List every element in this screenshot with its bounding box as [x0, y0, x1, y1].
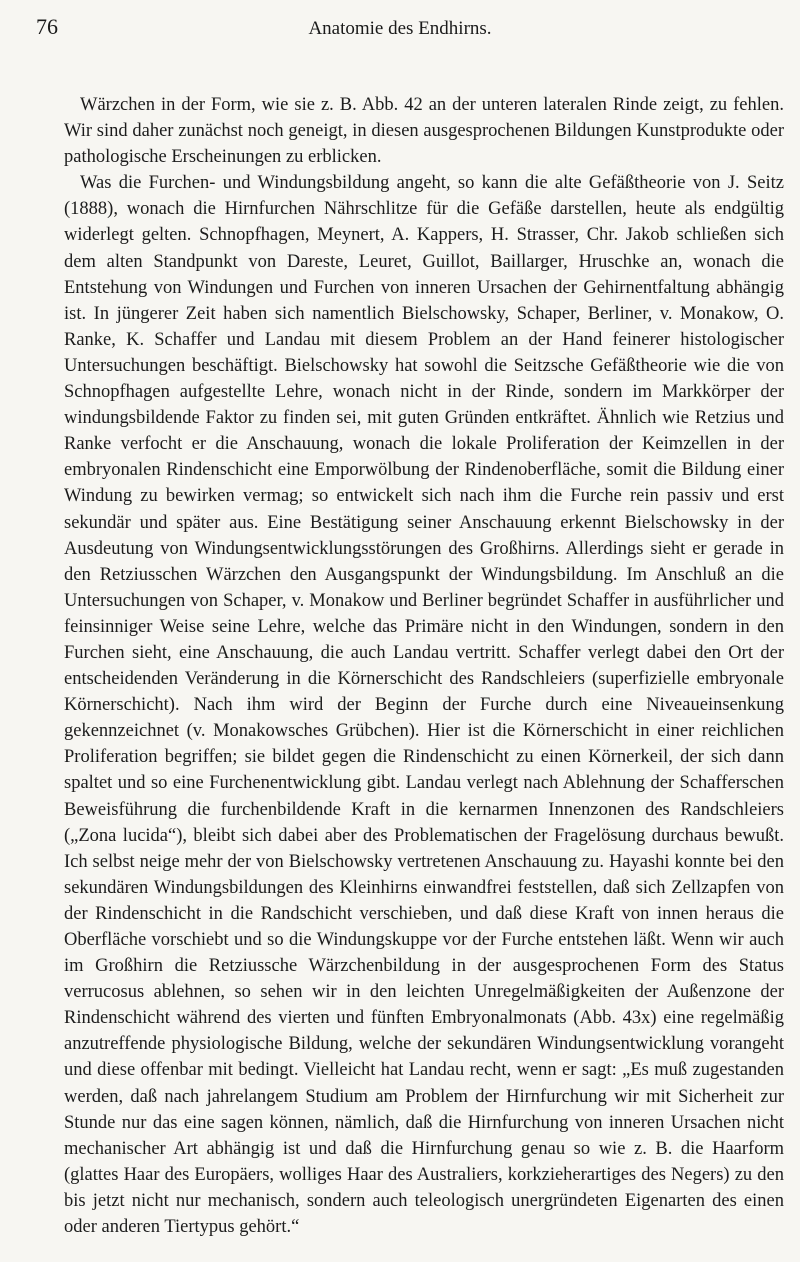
running-head: Anatomie des Endhirns. [308, 18, 492, 39]
body-text [64, 92, 784, 1240]
paragraph-2: Was die Furchen- und Windungsbildung angeht, so kann die alte Gefäßtheorie von J. Seitz (1888), wonach die Hirnfurchen Nährschlitze für die Gefäße darstellen, heute als endgültig widerlegt gelten. Schnopfhagen, Meynert, A. Kappers, H. Strasser, Chr. Jakob schließen sich dem alten Standpunkt von Dareste, Leuret, Guillot, Baillarger, Hruschke an, wonach die Entstehung von Windungen und Furchen von inneren Ursachen der Gehirnentfaltung abhängig ist. In jüngerer Zeit haben sich namentlich Bielschowsky, Schaper, Berliner, v. Monakow, O. Ranke, K. Schaffer und Landau mit diesem Problem an der Hand feinerer histologischer Untersuchungen beschäftigt. Bielschowsky hat sowohl die Seitzsche Gefäßtheorie wie die von Schnopfhagen aufgestellte Lehre, wonach nicht in der Rinde, sondern im Markkörper der windungsbildende Faktor zu finden sei, mit guten Gründen entkräftet. Ähnlich wie Retzius und Ranke verfocht er die Anschauung, wonach die lokale Proliferation der Keimzellen in der embryonalen Rindenschicht eine Emporwölbung der Rindenoberfläche, somit die Bildung einer Windung zu bewirken vermag; so entwickelt sich nach ihm die Furche rein passiv und erst sekundär und später aus. Eine Bestätigung seiner Anschauung erkennt Bielschowsky in der Ausdeutung von Windungsentwicklungsstörungen des Großhirns. Allerdings sieht er gerade in den Retziusschen Wärzchen den Ausgangspunkt der Windungsbildung. Im Anschluß an die Untersuchungen von Schaper, v. Monakow und Berliner begründet Schaffer in ausführlicher und feinsinniger Weise seine Lehre, welche das Primäre nicht in den Windungen, sondern in den Furchen sieht, eine Anschauung, die auch Landau vertritt. Schaffer verlegt dabei den Ort der entscheidenden Veränderung in die Körnerschicht des Randschleiers (superfizielle embryonale Körnerschicht). Nach ihm wird der Beginn der Furche durch eine Niveaueinsenkung gekennzeichnet (v. Monakowsches Grübchen). Hier ist die Körnerschicht in einer reichlichen Proliferation begriffen; sie bildet gegen die Rindenschicht zu einen Körnerkeil, der sich dann spaltet und so eine Furchenentwicklung gibt. Landau verlegt nach Ablehnung der Schafferschen Beweisführung die furchenbildende Kraft in die kernarmen Innenzonen des Randschleiers („Zona lucida“), bleibt sich dabei aber des Problematischen der Fragelösung durchaus bewußt. Ich selbst neige mehr der von Bielschowsky vertretenen Anschauung zu. Hayashi konnte bei den sekundären Windungsbildungen des Kleinhirns einwandfrei feststellen, daß sich Zellzapfen von der Rindenschicht in die Randschicht verschieben, und daß diese Kraft von innen heraus die Oberfläche vorschiebt und so die Windungskuppe vor der Furche entstehen läßt. Wenn wir auch im Großhirn die Retziussche Wärzchenbildung in der ausgesprochenen Form des Status verrucosus ablehnen, so sehen wir in den leichten Unregelmäßigkeiten der Außenzone der Rindenschicht während des vierten und fünften Embryonalmonats (Abb. 43x) eine regelmäßig anzutreffende physiologische Bildung, welche der sekundären Windungsentwicklung vorangeht und diese offenbar mit bedingt. Vielleicht hat Landau recht, wenn er sagt: „Es muß zugestanden werden, daß nach jahrelangem Studium am Problem der Hirnfurchung wir mit Sicherheit zur Stunde nur das eine sagen können, nämlich, daß die Hirnfurchung von inneren Ursachen nicht mechanischer Art abhängig ist und daß die Hirnfurchung genau so wie z. B. die Haarform (glattes Haar des Europäers, wolliges Haar des Australiers, korkzieherartiges des Negers) zu den bis jetzt nicht nur mechanisch, sondern auch teleologisch unergründeten Eigenarten des einen oder anderen Tiertypus gehört.“ [64, 173, 784, 1238]
page-number: 76 [36, 14, 58, 39]
paragraph-1: Wärzchen in der Form, wie sie z. B. Abb. 42 an der unteren lateralen Rinde zeigt, zu fehlen. Wir sind daher zunächst noch geneigt, in diesen ausgesprochenen Bildungen Kunstprodukte oder pathologische Erscheinungen zu erblicken. [64, 95, 784, 168]
